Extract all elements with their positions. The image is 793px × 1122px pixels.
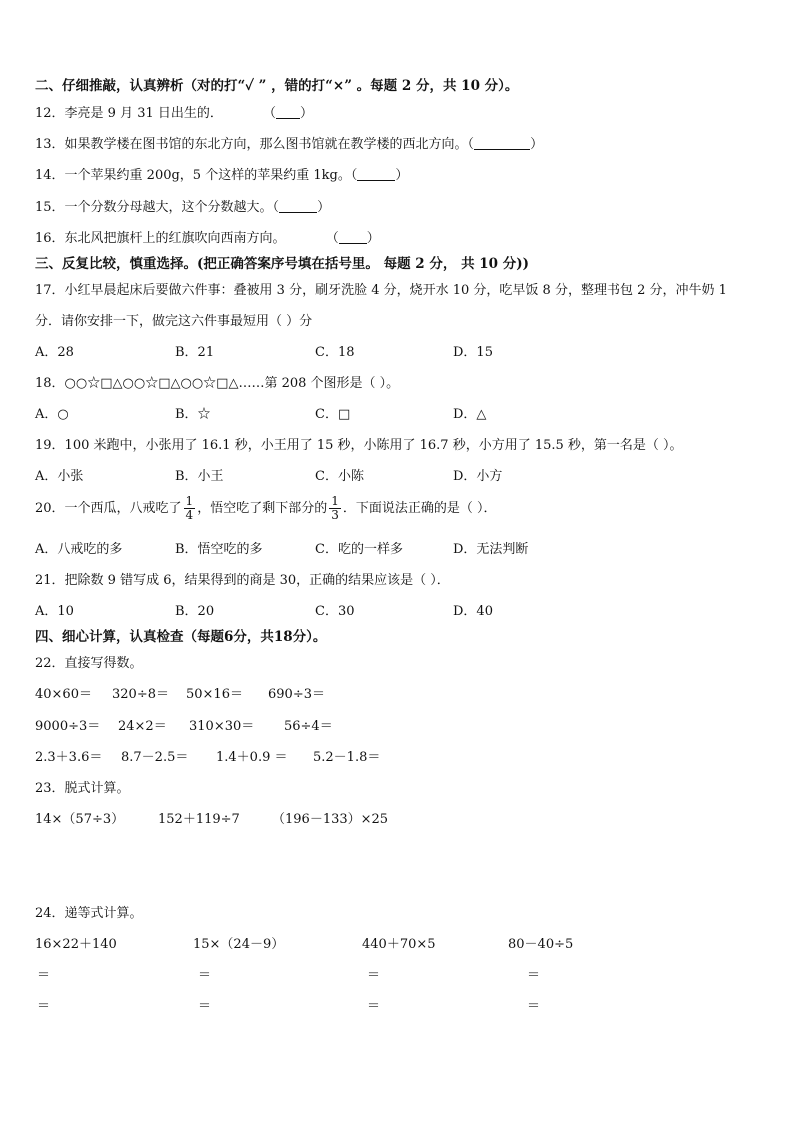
q19-option-c[interactable]: C．小陈 bbox=[315, 469, 364, 484]
question-18: 18．○○☆□△○○☆□△○○☆□△……第 208 个图形是（ ）。 bbox=[35, 376, 400, 391]
calc-item: 16×22＋140 bbox=[35, 937, 117, 952]
calc-item: 8.7－2.5＝ bbox=[121, 750, 189, 765]
question-text: 14．一个苹果约重 200g，5 个这样的苹果约重 1kg。 bbox=[35, 168, 351, 183]
equals-sign: ＝ bbox=[198, 999, 212, 1014]
answer-blank[interactable] bbox=[279, 200, 317, 213]
answer-blank[interactable] bbox=[474, 137, 530, 150]
question-22-label: 22．直接写得数。 bbox=[35, 656, 143, 671]
question-14: 14．一个苹果约重 200g，5 个这样的苹果约重 1kg。（ ） bbox=[35, 168, 409, 183]
equals-sign: ＝ bbox=[367, 968, 381, 983]
q18-option-c[interactable]: C．□ bbox=[315, 407, 351, 422]
calc-item: 310×30＝ bbox=[189, 719, 255, 734]
section-2-title: 二、仔细推敲，认真辨析（对的打“✓ ” ，错的打“×” 。每题 2 分，共 10 分）。 bbox=[35, 78, 519, 94]
question-24-label: 24．递等式计算。 bbox=[35, 906, 143, 921]
calc-item: 690÷3＝ bbox=[268, 687, 325, 702]
question-text: 13．如果教学楼在图书馆的东北方向，那么图书馆就在教学楼的西北方向。 bbox=[35, 137, 468, 152]
calc-item: 50×16＝ bbox=[186, 687, 243, 702]
q21-option-a[interactable]: A．10 bbox=[35, 604, 74, 619]
calc-item: 1.4＋0.9 ＝ bbox=[216, 750, 288, 765]
calc-item: 152＋119÷7 bbox=[158, 812, 240, 827]
answer-blank[interactable] bbox=[276, 106, 300, 119]
answer-blank[interactable] bbox=[357, 168, 395, 181]
q17-option-d[interactable]: D．15 bbox=[453, 345, 493, 360]
question-13: 13．如果教学楼在图书馆的东北方向，那么图书馆就在教学楼的西北方向。（ ） bbox=[35, 137, 544, 152]
q18-option-b[interactable]: B．☆ bbox=[175, 407, 211, 422]
question-text: 15．一个分数分母越大，这个分数越大。 bbox=[35, 200, 273, 215]
calc-item: 2.3＋3.6＝ bbox=[35, 750, 103, 765]
equals-sign: ＝ bbox=[37, 968, 51, 983]
question-15: 15．一个分数分母越大，这个分数越大。（ ） bbox=[35, 200, 331, 215]
equals-sign: ＝ bbox=[37, 999, 51, 1014]
q18-option-d[interactable]: D．△ bbox=[453, 407, 487, 422]
calc-item: 320÷8＝ bbox=[112, 687, 169, 702]
calc-item: 9000÷3＝ bbox=[35, 719, 101, 734]
q17-option-a[interactable]: A．28 bbox=[35, 345, 74, 360]
question-20: 20．一个西瓜，八戒吃了 $\frac{1}{4}$ ，悟空吃了剩下部分的 $\frac{1}{3}$ ．下面说法正确的是（ ）． bbox=[35, 494, 497, 522]
q20-option-c[interactable]: C．吃的一样多 bbox=[315, 542, 403, 557]
question-19: 19．100 米跑中，小张用了 16.1 秒，小王用了 15 秒，小陈用了 16.7 秒，小方用了 15.5 秒，第一名是（ ）。 bbox=[35, 438, 683, 453]
question-23-label: 23．脱式计算。 bbox=[35, 781, 130, 796]
q19-option-a[interactable]: A．小张 bbox=[35, 469, 84, 484]
question-12: 12．李亮是 9 月 31 日出生的． （ ） bbox=[35, 106, 314, 121]
q19-option-d[interactable]: D．小方 bbox=[453, 469, 503, 484]
section-3-title: 三、反复比较，慎重选择。(把正确答案序号填在括号里。 每题 2 分， 共 10 分)) bbox=[35, 256, 530, 272]
q20-option-b[interactable]: B．悟空吃的多 bbox=[175, 542, 263, 557]
calc-item: 40×60＝ bbox=[35, 687, 92, 702]
equals-sign: ＝ bbox=[527, 999, 541, 1014]
question-text: 16．东北风把旗杆上的红旗吹向西南方向。 bbox=[35, 231, 286, 246]
q21-option-d[interactable]: D．40 bbox=[453, 604, 493, 619]
q17-option-c[interactable]: C．18 bbox=[315, 345, 355, 360]
answer-blank[interactable] bbox=[339, 231, 367, 244]
question-17-line2: 分．请你安排一下，做完这六件事最短用（ ）分 bbox=[35, 314, 313, 329]
fraction-one-third: $\frac{1}{3}$ bbox=[331, 494, 339, 522]
calc-item: 14×（57÷3） bbox=[35, 812, 125, 827]
calc-item: 440＋70×5 bbox=[362, 937, 436, 952]
equals-sign: ＝ bbox=[527, 968, 541, 983]
section-4-title: 四、细心计算，认真检查（每题6分，共18分）。 bbox=[35, 629, 327, 645]
question-text: 12．李亮是 9 月 31 日出生的． bbox=[35, 106, 223, 121]
equals-sign: ＝ bbox=[198, 968, 212, 983]
calc-item: 24×2＝ bbox=[118, 719, 167, 734]
q19-option-b[interactable]: B．小王 bbox=[175, 469, 224, 484]
question-17-line1: 17．小红早晨起床后要做六件事：叠被用 3 分，刷牙洗脸 4 分，烧开水 10 分，吃早饭 8 分，整理书包 2 分，冲牛奶 1 bbox=[35, 283, 727, 298]
calc-item: 5.2－1.8＝ bbox=[313, 750, 381, 765]
q17-option-b[interactable]: B．21 bbox=[175, 345, 215, 360]
q21-option-c[interactable]: C．30 bbox=[315, 604, 355, 619]
q21-option-b[interactable]: B．20 bbox=[175, 604, 215, 619]
question-16: 16．东北风把旗杆上的红旗吹向西南方向。 （ ） bbox=[35, 231, 380, 246]
calc-item: （196－133）×25 bbox=[272, 812, 389, 827]
equals-sign: ＝ bbox=[367, 999, 381, 1014]
q18-option-a[interactable]: A．○ bbox=[35, 407, 69, 422]
q20-option-d[interactable]: D．无法判断 bbox=[453, 542, 529, 557]
q20-option-a[interactable]: A．八戒吃的多 bbox=[35, 542, 123, 557]
question-21: 21．把除数 9 错写成 6，结果得到的商是 30，正确的结果应该是（ ）． bbox=[35, 573, 450, 588]
calc-item: 15×（24－9） bbox=[193, 937, 285, 952]
calc-item: 80－40÷5 bbox=[508, 937, 574, 952]
fraction-one-quarter: $\frac{1}{4}$ bbox=[185, 494, 194, 522]
calc-item: 56÷4＝ bbox=[284, 719, 333, 734]
